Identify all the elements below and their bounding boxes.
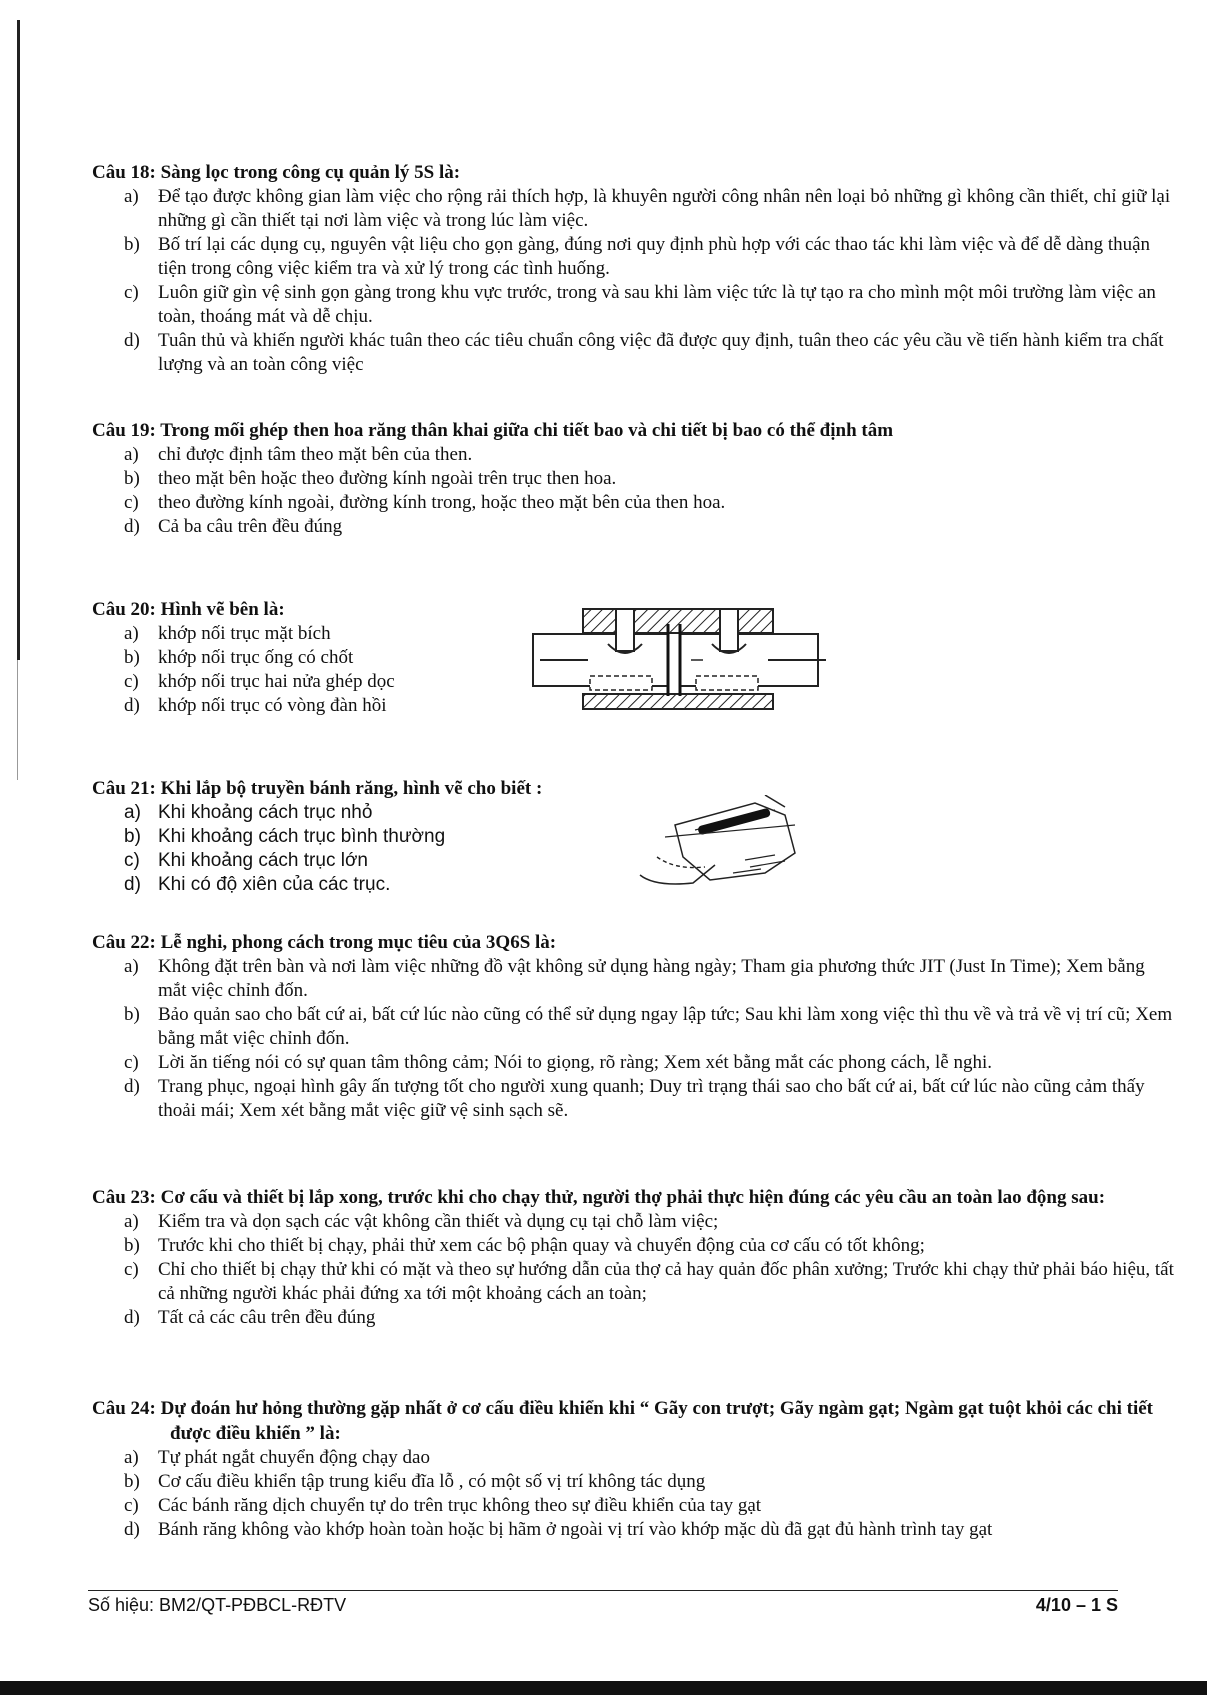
option-c: c) Lời ăn tiếng nói có sự quan tâm thông cảm; Nói to giọng, rõ ràng; Xem xét bằng mắt các phong cách, lễ nghi.: [124, 1052, 992, 1073]
option-d: d) Khi có độ xiên của các trục.: [124, 874, 391, 895]
question-19: [92, 418, 1177, 539]
question-21: [92, 776, 652, 897]
page-number: 4/10 – 1 S: [1035, 1595, 1118, 1615]
question-22: [92, 930, 1177, 1123]
question-title: Câu 24: Dự đoán hư hỏng thường gặp nhất ở cơ cấu điều khiển khi “ Gãy con trượt; Gãy ngàm gạt; Ngàm gạt tuột khỏi các chi tiết được điều khiển ” là:: [92, 1398, 1153, 1444]
option-b: b) khớp nối trục ống có chốt: [124, 647, 354, 668]
question-title: Câu 22: Lễ nghi, phong cách trong mục tiêu của 3Q6S là:: [92, 932, 557, 953]
question-title: Câu 18: Sàng lọc trong công cụ quản lý 5S là:: [92, 162, 461, 183]
option-c: c) Khi khoảng cách trục lớn: [124, 850, 368, 871]
question-title: Câu 20: Hình vẽ bên là:: [92, 599, 285, 620]
option-b: b) Khi khoảng cách trục bình thường: [124, 826, 446, 847]
option-a: a) Không đặt trên bàn và nơi làm việc những đồ vật không sử dụng hàng ngày; Tham gia phương thức JIT (Just In Time); Xem bằng mắt việc chỉnh đốn.: [124, 956, 1145, 1001]
option-a: a) Khi khoảng cách trục nhỏ: [124, 802, 373, 823]
option-d: d) Tuân thủ và khiến người khác tuân theo các tiêu chuẩn công việc đã được quy định, tuân theo các yêu cầu về tiến hành kiểm tra chất lượng và an toàn công việc: [124, 330, 1164, 375]
gear-contact-figure: [635, 795, 805, 895]
question-20: [92, 597, 592, 718]
option-d: d) Trang phục, ngoại hình gây ấn tượng tốt cho người xung quanh; Duy trì trạng thái sao cho bất cứ ai, bất cứ lúc nào cũng cảm thấy thoải mái; Xem xét bằng mắt việc giữ vệ sinh sạch sẽ.: [124, 1076, 1145, 1121]
option-d: d) khớp nối trục có vòng đàn hồi: [124, 695, 387, 716]
shaft-coupling-figure: [528, 604, 828, 716]
option-a: a) chỉ được định tâm theo mặt bên của then.: [124, 444, 473, 465]
option-b: b) Bảo quản sao cho bất cứ ai, bất cứ lúc nào cũng có thể sử dụng ngay lập tức; Sau khi làm xong việc thì thu về và trả về vị trí cũ; Xem bằng mắt việc chỉnh đốn.: [124, 1004, 1173, 1049]
option-c: c) Chỉ cho thiết bị chạy thử khi có mặt và theo sự hướng dẫn của thợ cả hay quản đốc phân xưởng; Trước khi chạy thử phải báo hiệu, tất cả những người khác phải đứng xa tới một khoảng cách an toàn;: [124, 1259, 1174, 1304]
option-a: a) Kiểm tra và dọn sạch các vật không cần thiết và dụng cụ tại chỗ làm việc;: [124, 1211, 719, 1232]
option-b: b) theo mặt bên hoặc theo đường kính ngoài trên trục then hoa.: [124, 468, 617, 489]
option-d: d) Tất cả các câu trên đều đúng: [124, 1307, 376, 1328]
question-title: Câu 19: Trong mối ghép then hoa răng thân khai giữa chi tiết bao và chi tiết bị bao có thể định tâm: [92, 420, 894, 441]
scan-bottom-edge: [0, 1681, 1207, 1695]
option-a: a) Để tạo được không gian làm việc cho rộng rải thích hợp, là khuyên người công nhân nên loại bỏ những gì không cần thiết, chỉ giữ lại những gì cần thiết tại nơi làm việc và trong lúc làm việc.: [124, 186, 1171, 231]
document-code: Số hiệu: BM2/QT-PĐBCL-RĐTV: [88, 1595, 347, 1615]
option-d: d) Cả ba câu trên đều đúng: [124, 516, 343, 537]
option-b: b) Cơ cấu điều khiển tập trung kiểu đĩa lỗ , có một số vị trí không tác dụng: [124, 1471, 706, 1492]
scan-edge-mark-faint: [17, 660, 18, 780]
option-b: b) Bố trí lại các dụng cụ, nguyên vật liệu cho gọn gàng, đúng nơi quy định phù hợp với các thao tác khi làm việc và để dễ dàng thuận tiện trong công việc kiểm tra và xử lý trong các tình huống.: [124, 234, 1151, 279]
scan-edge-mark: [17, 20, 20, 660]
question-23: [92, 1185, 1177, 1330]
option-c: c) Luôn giữ gìn vệ sinh gọn gàng trong khu vực trước, trong và sau khi làm việc tức là tự tạo ra cho mình một môi trường làm việc an toàn, thoáng mát và dễ chịu.: [124, 282, 1156, 327]
question-title: Câu 23: Cơ cấu và thiết bị lắp xong, trước khi cho chạy thử, người thợ phải thực hiện đúng các yêu cầu an toàn lao động sau:: [92, 1187, 1106, 1208]
page-footer: [88, 1590, 1118, 1615]
question-24: [92, 1396, 1177, 1542]
question-title: Câu 21: Khi lắp bộ truyền bánh răng, hình vẽ cho biết :: [92, 778, 543, 799]
option-a: a) khớp nối trục mặt bích: [124, 623, 331, 644]
option-c: c) Các bánh răng dịch chuyển tự do trên trục không theo sự điều khiển của tay gạt: [124, 1495, 762, 1516]
option-c: c) khớp nối trục hai nửa ghép dọc: [124, 671, 395, 692]
option-a: a) Tự phát ngắt chuyển động chạy dao: [124, 1447, 430, 1468]
option-c: c) theo đường kính ngoài, đường kính trong, hoặc theo mặt bên của then hoa.: [124, 492, 726, 513]
question-18: [92, 160, 1177, 377]
option-d: d) Bánh răng không vào khớp hoàn toàn hoặc bị hãm ở ngoài vị trí vào khớp mặc dù đã gạt đủ hành trình tay gạt: [124, 1519, 993, 1540]
option-b: b) Trước khi cho thiết bị chạy, phải thử xem các bộ phận quay và chuyển động của cơ cấu có tốt không;: [124, 1235, 925, 1256]
